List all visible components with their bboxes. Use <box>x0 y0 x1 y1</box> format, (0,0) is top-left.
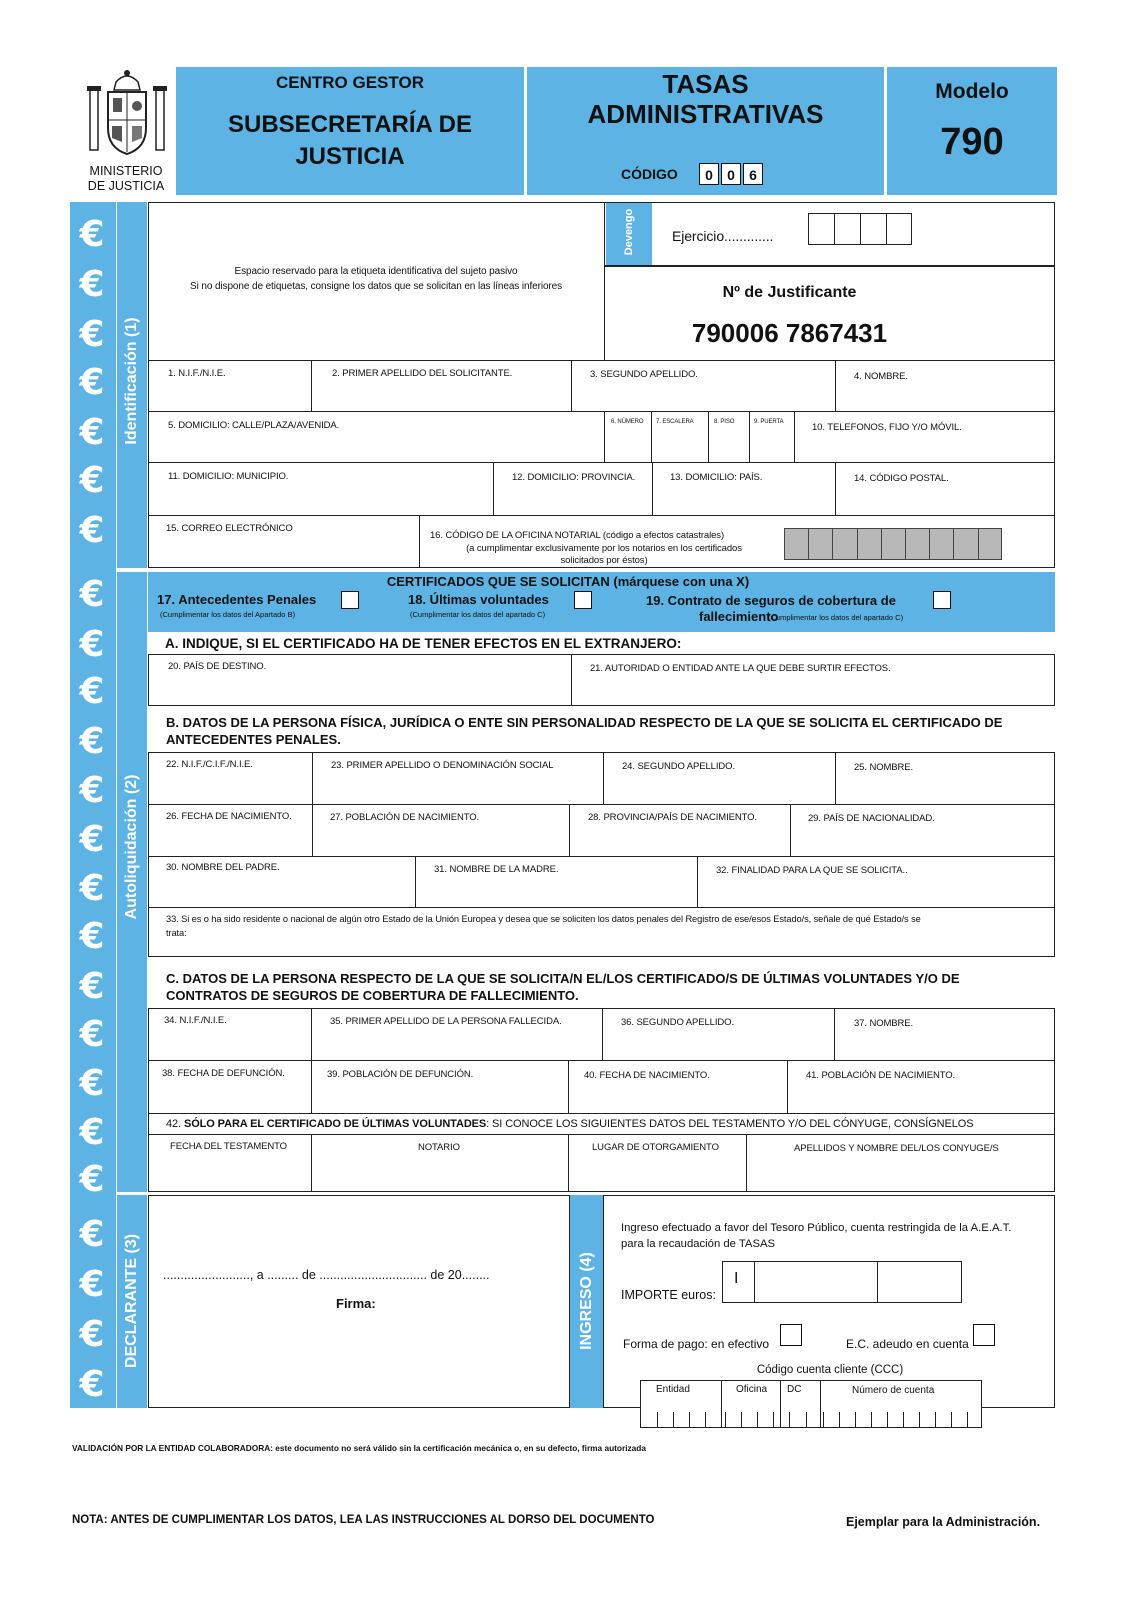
euro-icon: € <box>79 362 105 403</box>
cert-18-checkbox[interactable] <box>574 591 592 609</box>
euro-icon: € <box>79 574 105 615</box>
label-f16-1: 16. CÓDIGO DE LA OFICINA NOTARIAL (código a efectos catastrales) <box>430 530 725 541</box>
section-c-title-1: C. DATOS DE LA PERSONA RESPECTO DE LA QUE SE SOLICITA/N EL/LOS CERTIFICADO/S DE ÚLTIMAS VOLUNTADES Y/O DE <box>166 971 960 986</box>
label-f1: 1. N.I.F./N.I.E. <box>168 368 226 379</box>
centro-gestor-box <box>176 67 524 195</box>
section3-label: DECLARANTE (3) <box>123 1233 140 1369</box>
field-b-segundo-apellido[interactable] <box>603 752 836 805</box>
label-f24: 24. SEGUNDO APELLIDO. <box>622 761 735 772</box>
cert-19-label-2: fallecimiento <box>699 609 779 624</box>
label-f26: 26. FECHA DE NACIMIENTO. <box>166 811 292 822</box>
label-f34: 34. N.I.F./N.I.E. <box>164 1015 227 1026</box>
codigo-label: CÓDIGO <box>621 166 678 182</box>
label-f35: 35. PRIMER APELLIDO DE LA PERSONA FALLECIDA. <box>330 1016 562 1027</box>
ministry-name: MINISTERIO DE JUSTICIA <box>87 164 165 193</box>
label-f20: 20. PAÍS DE DESTINO. <box>168 661 267 672</box>
euro-icon: € <box>79 1364 105 1405</box>
modelo-label: Modelo <box>935 80 1009 103</box>
ejercicio-label: Ejercicio............. <box>672 228 774 244</box>
euro-icon: € <box>79 1159 105 1200</box>
field-c-poblacion-nacimiento[interactable] <box>787 1060 1055 1114</box>
validation-note: VALIDACIÓN POR LA ENTIDAD COLABORADORA: este documento no será válido sin la certificación mecánica o, en su defecto, firma autorizada <box>72 1443 646 1453</box>
field-c-nombre[interactable] <box>834 1008 1055 1061</box>
euro-icon: € <box>79 721 105 762</box>
euro-icon: € <box>79 1314 105 1355</box>
ccc-oficina-label: Oficina <box>736 1384 768 1395</box>
field-codigo-postal[interactable] <box>835 462 1055 516</box>
cert-18-note: (Cumplimentar los datos del apartado C) <box>410 610 546 619</box>
label-f25: 25. NOMBRE. <box>854 762 914 773</box>
section2-label: Autoliquidación (2) <box>123 774 140 920</box>
declarante-firma-label: Firma: <box>336 1296 376 1311</box>
codigo-digit: 0 <box>699 163 719 185</box>
justificante-label: Nº de Justificante <box>722 284 857 301</box>
ingreso-text-1: Ingreso efectuado a favor del Tesoro Público, cuenta restringida de la A.E.A.T. <box>621 1222 1012 1234</box>
label-f16-2: (a cumplimentar exclusivamente por los notarios en los certificados <box>466 543 742 554</box>
label-area-text-1: Espacio reservado para la etiqueta identificativa del sujeto pasivo <box>234 266 518 277</box>
tasas-title-1: TASAS <box>662 69 749 99</box>
ccc-label: Código cuenta cliente (CCC) <box>756 1364 904 1376</box>
label-f27: 27. POBLACIÓN DE NACIMIENTO. <box>330 812 480 823</box>
label-f2: 2. PRIMER APELLIDO DEL SOLICITANTE. <box>332 368 513 379</box>
label-f8: 8. PISO <box>714 419 735 425</box>
euro-icon: € <box>79 460 105 501</box>
label-f9: 9. PUERTA <box>754 419 784 425</box>
label-f16-3: solicitados por éstos) <box>560 555 648 566</box>
forma-pago-label: Forma de pago: en efectivo <box>623 1337 770 1351</box>
euro-icon: € <box>79 1063 105 1104</box>
label-f28: 28. PROVINCIA/PAÍS DE NACIMIENTO. <box>588 812 757 823</box>
importe-mark: I <box>734 1270 739 1287</box>
modelo-number: 790 <box>940 121 1004 163</box>
label-f40: 40. FECHA DE NACIMIENTO. <box>584 1070 710 1081</box>
label-f33-2: trata: <box>166 928 187 938</box>
section-a-title: A. INDIQUE, SI EL CERTIFICADO HA DE TENER EFECTOS EN EL EXTRANJERO: <box>165 636 682 651</box>
euro-icon: € <box>79 671 105 712</box>
modelo-box <box>887 67 1057 195</box>
field-pais[interactable] <box>652 462 836 516</box>
label-f38: 38. FECHA DE DEFUNCIÓN. <box>162 1068 285 1079</box>
label-f41: 41. POBLACIÓN DE NACIMIENTO. <box>806 1070 956 1081</box>
euro-icon: € <box>79 314 105 355</box>
euro-icon: € <box>79 770 105 811</box>
label-f6: 6. NÚMERO <box>611 419 644 425</box>
label-f10: 10. TELEFONOS, FIJO Y/O MÓVIL. <box>812 422 962 433</box>
euro-icon: € <box>79 1014 105 1055</box>
field-c-fecha-nacimiento[interactable] <box>568 1060 788 1114</box>
label-f15: 15. CORREO ELECTRÓNICO <box>166 523 293 534</box>
field-domicilio-calle[interactable] <box>148 411 605 463</box>
notary-code-grid[interactable] <box>784 528 1002 560</box>
tasas-box <box>527 67 884 195</box>
euro-icon: € <box>79 412 105 453</box>
label-f37: 37. NOMBRE. <box>854 1018 914 1029</box>
label-f14: 14. CÓDIGO POSTAL. <box>854 473 949 484</box>
label-f3: 3. SEGUNDO APELLIDO. <box>590 369 698 380</box>
ccc-entidad-label: Entidad <box>656 1384 690 1395</box>
label-f22: 22. N.I.F./C.I.F./N.I.E. <box>166 759 253 770</box>
euro-icon: € <box>79 1214 105 1255</box>
euro-icon: € <box>79 1264 105 1305</box>
certificates-title: CERTIFICADOS QUE SE SOLICITAN (márquese con una X) <box>386 574 750 589</box>
field-autoridad[interactable] <box>571 654 1055 706</box>
cert-19-label-1: 19. Contrato de seguros de cobertura de <box>646 593 896 608</box>
label-f7: 7. ESCALERA <box>656 419 694 425</box>
ccc-dc-label: DC <box>787 1384 802 1395</box>
importe-label: IMPORTE euros: <box>621 1288 716 1302</box>
label-f39: 39. POBLACIÓN DE DEFUNCIÓN. <box>327 1069 474 1080</box>
importe-input[interactable] <box>722 1261 962 1303</box>
euro-icon: € <box>79 966 105 1007</box>
justificante-number: 790006 7867431 <box>691 318 888 348</box>
ccc-numero-label: Número de cuenta <box>852 1385 935 1396</box>
field-segundo-apellido[interactable] <box>571 360 836 412</box>
field-b-nombre[interactable] <box>835 752 1055 805</box>
field-b-nacionalidad[interactable] <box>790 804 1055 857</box>
label-f42: 42. SÓLO PARA EL CERTIFICADO DE ÚLTIMAS VOLUNTADES: SI CONOCE LOS SIGUIENTES DATOS DEL TESTAMENTO Y/O DEL CÓNYUGE, CONSÍGNELOS <box>166 1118 974 1130</box>
coat-of-arms-icon <box>84 68 170 160</box>
cert-18-label: 18. Últimas voluntades <box>408 592 549 607</box>
ec-adeudo-label: E.C. adeudo en cuenta <box>846 1337 969 1351</box>
codigo-digit: 6 <box>743 163 763 185</box>
label-f4: 4. NOMBRE. <box>854 371 908 382</box>
field-nombre[interactable] <box>835 360 1055 412</box>
field-provincia[interactable] <box>493 462 653 516</box>
centro-gestor-name-2: JUSTICIA <box>295 143 405 170</box>
label-f11: 11. DOMICILIO: MUNICIPIO. <box>168 471 289 482</box>
codigo-digit: 0 <box>721 163 741 185</box>
tasas-title-2: ADMINISTRATIVAS <box>587 99 824 129</box>
label-col3: LUGAR DE OTORGAMIENTO <box>592 1142 719 1153</box>
centro-gestor-name-1: SUBSECRETARÍA DE <box>227 111 473 138</box>
euro-icon: € <box>79 819 105 860</box>
label-f32: 32. FINALIDAD PARA LA QUE SE SOLICITA.. <box>716 865 908 876</box>
euro-icon: € <box>79 916 105 957</box>
field-telefonos[interactable] <box>794 411 1055 463</box>
label-col1: FECHA DEL TESTAMENTO <box>170 1141 287 1152</box>
ingreso-label: INGRESO (4) <box>578 1252 595 1350</box>
label-f33-1: 33. Si es o ha sido residente o nacional de algún otro Estado de la Unión Europea y desea que se soliciten los datos penales del Registro de ese/esos Estado/s, señale de qué Estado/s se <box>166 914 921 924</box>
euro-icon: € <box>79 1112 105 1153</box>
cert-19-note: (Cumplimentar los datos del apartado C) <box>768 613 904 622</box>
declarante-date-line: ........................., a ......... de ............................... de 20........ <box>163 1268 490 1282</box>
label-col4: APELLIDOS Y NOMBRE DEL/LOS CONYUGE/S <box>794 1143 999 1154</box>
section1-label: Identificación (1) <box>123 317 140 445</box>
field-b-finalidad[interactable] <box>697 856 1055 908</box>
label-f21: 21. AUTORIDAD O ENTIDAD ANTE LA QUE DEBE SURTIR EFECTOS. <box>590 663 891 674</box>
cert-17-label: 17. Antecedentes Penales <box>157 592 317 607</box>
footer-ejemplar: Ejemplar para la Administración. <box>846 1515 1041 1529</box>
cert-19-checkbox[interactable] <box>933 591 951 609</box>
label-f29: 29. PAÍS DE NACIONALIDAD. <box>808 813 935 824</box>
label-f5: 5. DOMICILIO: CALLE/PLAZA/AVENIDA. <box>168 420 340 431</box>
euro-icon: € <box>79 624 105 665</box>
label-f23: 23. PRIMER APELLIDO O DENOMINACIÓN SOCIAL <box>331 760 554 771</box>
ingreso-text-2: para la recaudación de TASAS <box>621 1238 776 1250</box>
section-c-title-2: CONTRATOS DE SEGUROS DE COBERTURA DE FALLECIMIENTO. <box>166 988 579 1003</box>
label-f12: 12. DOMICILIO: PROVINCIA. <box>512 472 636 483</box>
field-c-segundo-apellido[interactable] <box>602 1008 835 1061</box>
centro-gestor-label: CENTRO GESTOR <box>276 73 424 92</box>
efectivo-checkbox[interactable] <box>780 1324 802 1346</box>
label-f13: 13. DOMICILIO: PAÍS. <box>670 472 763 483</box>
label-area-text-2: Si no dispone de etiquetas, consigne los datos que se solicitan en las líneas inferiores <box>190 281 562 292</box>
euro-icon: € <box>79 214 105 255</box>
adeudo-checkbox[interactable] <box>973 1324 995 1346</box>
label-f36: 36. SEGUNDO APELLIDO. <box>621 1017 734 1028</box>
cert-17-checkbox[interactable] <box>341 591 359 609</box>
label-f31: 31. NOMBRE DE LA MADRE. <box>434 864 559 875</box>
euro-icon: € <box>79 510 105 551</box>
section-b-title-1: B. DATOS DE LA PERSONA FÍSICA, JURÍDICA O ENTE SIN PERSONALIDAD RESPECTO DE LA QUE SE SOLICITA EL CERTIFICADO DE <box>166 715 1003 730</box>
section-b-title-2: ANTECEDENTES PENALES. <box>166 732 341 747</box>
cert-17-note: (Cumplimentar los datos del Apartado B) <box>160 610 296 619</box>
label-f30: 30. NOMBRE DEL PADRE. <box>166 862 280 873</box>
devengo-label: Devengo <box>623 208 635 256</box>
label-col2: NOTARIO <box>418 1142 460 1153</box>
footer-nota: NOTA: ANTES DE CUMPLIMENTAR LOS DATOS, LEA LAS INSTRUCCIONES AL DORSO DEL DOCUMENTO <box>72 1514 655 1526</box>
euro-icon: € <box>79 264 105 305</box>
euro-icon: € <box>79 868 105 909</box>
